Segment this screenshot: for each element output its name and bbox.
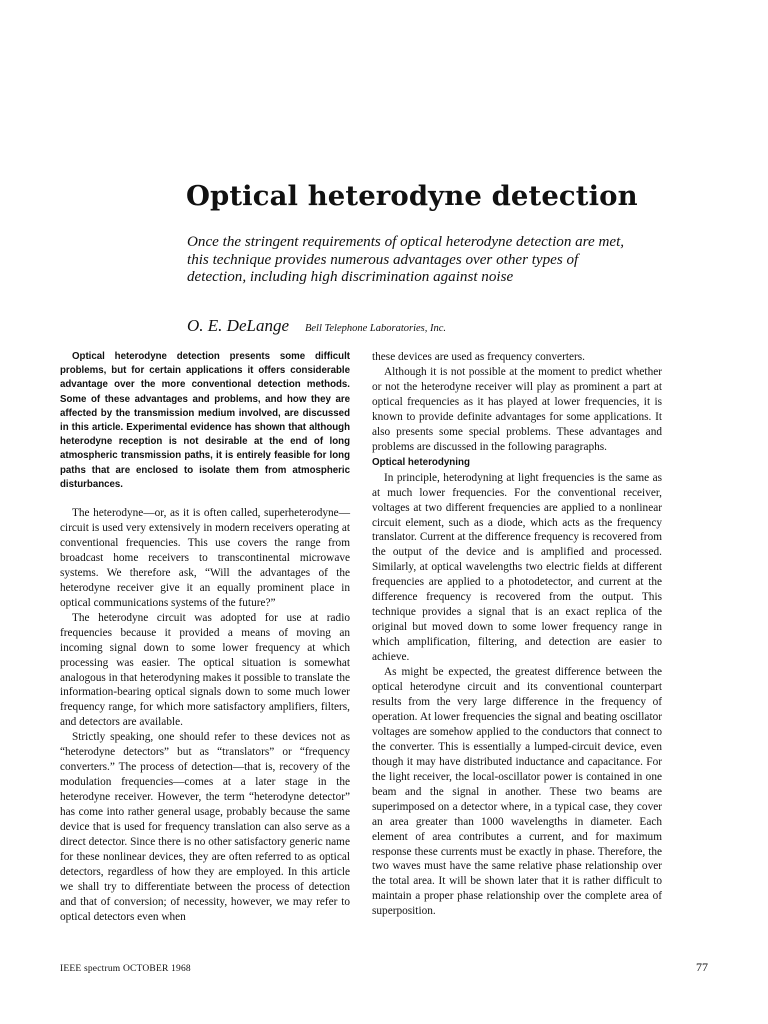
article-subtitle: Once the stringent requirements of optical heterodyne detection are met, this technique provides numerous advantages over other types of detection, including high discrimination against noise (187, 234, 625, 285)
body-paragraph: Although it is not possible at the moment to predict whether or not the heterodyne receiver will play as prominent a part at optical frequencies as it has played at lower frequencies, it is known to provide definite advantages for some applications. It also presents some special problems. These advantages and problems are discussed in the following paragraphs. (372, 365, 662, 453)
abstract: Optical heterodyne detection presents some difficult problems, but for certain applications it offers considerable advantage over the more conventional detection methods. Some of these advantages and problems, and how they are affected by the transmission medium involved, are discussed in this article. Experimental evidence has shown that although heterodyne reception is not desirable at the end of long atmospheric transmission paths, it is entirely feasible for long paths that are enclosed to isolate them from atmospheric disturbances. (60, 351, 350, 490)
body-paragraph: As might be expected, the greatest difference between the optical heterodyne circuit and its conventional counterpart results from the very large difference in the frequency of operation. At lower frequencies the signal and beating oscillator voltages are somehow applied to the conductors that connect to the converter. This is essentially a lumped-circuit device, even though it may have distributed inductance and capacitance. For the light receiver, the local-oscillator power is contained in one beam and the signal in another. These two beams are superimposed on a detector where, in a typical case, they cover an area greater than 1000 wavelengths in diameter. Each element of area contributes a current, and for maximum response these currents must be exactly in phase. Therefore, the two waves must have the same relative phase relationship over the total area. It will be shown later that it is rather difficult to maintain a proper phase relationship over the complete area of superposition. (372, 666, 662, 918)
left-column (60, 350, 350, 925)
journal-footer: IEEE spectrum OCTOBER 1968 (60, 964, 191, 974)
body-paragraph: Strictly speaking, one should refer to these devices not as “heterodyne detectors” but as “translators” or “frequency converters.” The process of detection—that is, recovery of the modulation frequencies—comes at a later stage in the heterodyne receiver. However, the term “heterodyne detector” has come into rather general usage, probably because the same device that is used for frequency translation can also serve as a direct detector. Since there is no other satisfactory generic name for these nonlinear devices, they are often referred to as optical detectors, regardless of how they are employed. In this article we shall try to differentiate between the process of detection and that of conversion; of necessity, however, we may refer to optical detectors even when (60, 731, 350, 923)
author-name: O. E. DeLange (187, 316, 289, 335)
body-paragraph-continuation: these devices are used as frequency converters. (372, 351, 585, 363)
section-heading: Optical heterodyning (372, 456, 470, 468)
byline (187, 316, 446, 336)
right-column (372, 350, 662, 919)
body-paragraph: In principle, heterodyning at light frequencies is the same as at much lower frequencies. For the conventional receiver, voltages at two different frequencies are applied to a nonlinear circuit element, such as a diode, which acts as the frequency translator. Current at the difference frequency is recovered from the output of the device and is amplified and processed. Similarly, at optical wavelengths two electric fields at different frequencies are applied to a photodetector, and current at the difference frequency is recovered from the output. This technique provides a signal that is an exact replica of the original but moved down to some lower frequency range in which amplification, filtering, and detection are easier to achieve. (372, 471, 662, 664)
article-title: Optical heterodyne detection (186, 180, 638, 212)
page-number: 77 (696, 960, 708, 974)
body-paragraph: The heterodyne circuit was adopted for use at radio frequencies because it provided a means of moving an incoming signal down to some lower frequency at which processing was easier. The optical situation is somewhat analogous in that heterodyning makes it possible to translate the information-bearing optical signals down to some much lower frequency range, for which more satisfactory amplifiers, filters, and detectors are available. (60, 611, 350, 729)
body-paragraph: The heterodyne—or, as it is often called, superheterodyne—circuit is used very extensively in modern receivers operating at conventional frequencies. This use covers the range from broadcast home receivers to transcontinental microwave systems. We therefore ask, “Will the advantages of the heterodyne receiver give it an equally prominent place in optical communications systems of the future?” (60, 507, 350, 609)
author-affiliation: Bell Telephone Laboratories, Inc. (304, 323, 447, 334)
